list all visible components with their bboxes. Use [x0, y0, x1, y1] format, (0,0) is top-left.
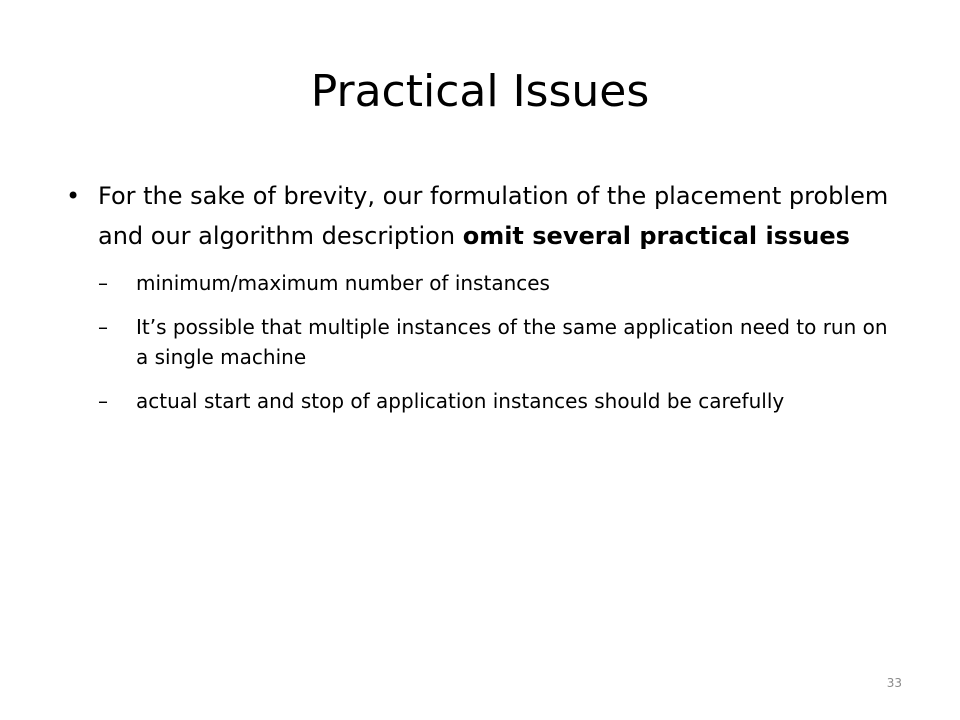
main-bullet-text: For the sake of brevity, our formulation of the placement problem and our algorithm description — [98, 182, 889, 250]
sub-bullet-marker: – — [98, 315, 108, 339]
sub-bullet-text: minimum/maximum number of instances — [136, 271, 550, 295]
sub-bullet — [98, 312, 896, 372]
sub-bullet-list — [66, 268, 896, 416]
slide-body — [66, 176, 896, 430]
sub-bullet-text: actual start and stop of application instances should be carefully — [136, 389, 785, 413]
sub-bullet — [98, 386, 896, 416]
bullet-marker: • — [66, 182, 81, 210]
slide-title: Practical Issues — [310, 66, 650, 117]
page-number: 33 — [886, 676, 902, 690]
sub-bullet-text: It’s possible that multiple instances of the same application need to run on a single machine — [136, 315, 888, 369]
sub-bullet-marker: – — [98, 271, 108, 295]
sub-bullet-marker: – — [98, 389, 108, 413]
sub-bullet — [98, 268, 896, 298]
main-bullet-bold-text: omit several practical issues — [462, 222, 850, 250]
main-bullet — [66, 176, 896, 256]
